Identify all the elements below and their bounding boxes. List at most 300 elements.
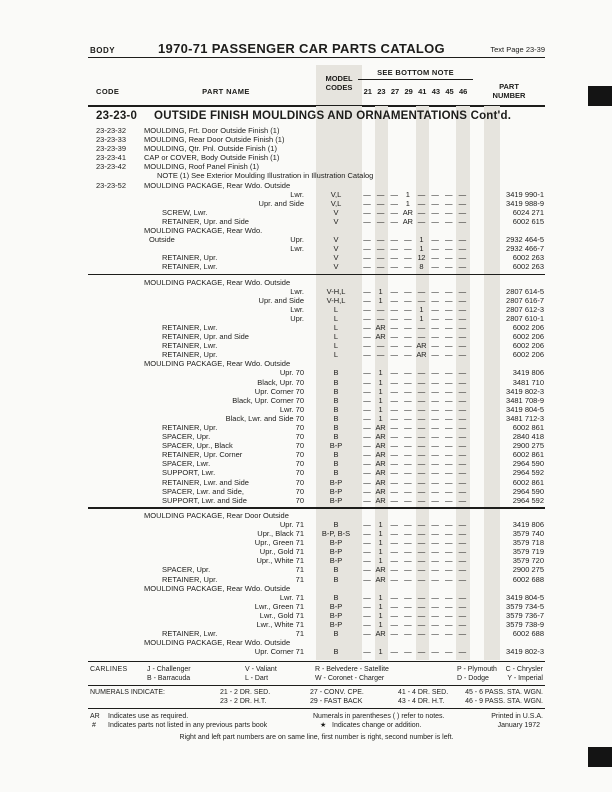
model-qty-cell: — bbox=[444, 286, 453, 296]
model-qty-cell: — bbox=[444, 235, 453, 245]
part-name-text bbox=[140, 520, 144, 529]
numeral-entry: 29 - FAST BACK bbox=[310, 697, 363, 705]
model-qty-cell: — bbox=[458, 538, 466, 548]
model-qty-cell: 1 bbox=[378, 592, 383, 602]
part-name-text: SPACER, Upr., Black bbox=[162, 441, 233, 451]
section-title: OUTSIDE FINISH MOULDINGS AND ORNAMENTATIONS Cont'd. bbox=[154, 109, 512, 122]
model-qty-cell: — bbox=[417, 574, 425, 584]
table-row bbox=[88, 547, 545, 556]
model-qty-cell: 1 bbox=[378, 295, 383, 305]
model-qty-cell: — bbox=[363, 386, 371, 396]
model-qty-cell: — bbox=[363, 304, 371, 314]
part-location-text: Lwr. bbox=[290, 286, 304, 296]
model-qty-cell: — bbox=[417, 432, 425, 442]
model-qty-cell: — bbox=[431, 286, 439, 296]
numerals-label: NUMERALS INDICATE: bbox=[90, 688, 165, 696]
model-qty-cell: — bbox=[444, 565, 453, 575]
table-row bbox=[88, 235, 545, 244]
model-qty-cell: — bbox=[404, 647, 412, 657]
part-name-cell bbox=[140, 341, 312, 350]
model-qty-cell: — bbox=[390, 441, 398, 451]
model-qty-cell: 1 bbox=[378, 538, 383, 548]
model-codes-cell: B-P, B-S bbox=[321, 529, 351, 539]
part-name-cell bbox=[140, 226, 312, 235]
model-qty-cell: — bbox=[390, 216, 398, 226]
model-codes-cell: V-H,L bbox=[326, 286, 346, 296]
thumb-index-mark-top bbox=[588, 86, 612, 106]
part-location-text: Lwr. bbox=[290, 304, 304, 314]
numeral-entry: 21 - 2 DR. SED. bbox=[220, 688, 271, 696]
model-qty-cell: — bbox=[431, 253, 439, 263]
model-qty-cell: AR bbox=[375, 495, 386, 505]
model-qty-cell: — bbox=[458, 477, 466, 487]
carline-entry: C - Chrysler bbox=[505, 665, 543, 673]
model-qty-cell: — bbox=[363, 538, 371, 548]
hash-note-label: # bbox=[92, 722, 96, 729]
model-qty-cell: 1 bbox=[378, 377, 383, 387]
model-qty-cell: AR bbox=[375, 441, 386, 451]
model-qty-cell: — bbox=[404, 432, 412, 442]
model-qty-cell: — bbox=[363, 377, 371, 387]
part-name-text bbox=[140, 602, 144, 611]
model-qty-cell: — bbox=[363, 565, 371, 575]
model-qty-cell: — bbox=[458, 565, 466, 575]
carline-item bbox=[315, 665, 457, 683]
model-qty-cell: — bbox=[444, 441, 453, 451]
part-number-cell: 2964 592 bbox=[512, 468, 544, 478]
part-number-cell: 3579 736-7 bbox=[506, 610, 544, 620]
model-codes-cell: B-P bbox=[329, 441, 343, 451]
model-qty-cell: — bbox=[363, 413, 371, 423]
model-codes-cell: B bbox=[333, 629, 339, 639]
part-name-cell bbox=[140, 468, 312, 477]
part-number-cell: 3579 719 bbox=[512, 547, 544, 557]
part-name-text bbox=[140, 414, 144, 423]
model-qty-cell: — bbox=[431, 565, 439, 575]
numeral-entry: 43 - 4 DR. H.T. bbox=[398, 697, 445, 705]
model-qty-cell: — bbox=[458, 189, 466, 199]
part-name-text: SUPPORT, Lwr. bbox=[162, 468, 216, 478]
part-number-cell: 3579 738-9 bbox=[506, 619, 544, 629]
model-qty-cell: — bbox=[363, 432, 371, 442]
carline-entry: R - Belvedere - Satellite bbox=[315, 665, 389, 673]
part-name-text: RETAINER, Lwr. bbox=[162, 341, 218, 351]
model-qty-cell: — bbox=[444, 198, 453, 208]
carline-item bbox=[245, 665, 315, 683]
model-qty-cell: — bbox=[444, 601, 453, 611]
part-name-text bbox=[140, 611, 144, 620]
model-qty-cell: — bbox=[363, 198, 371, 208]
part-name-text: RETAINER, Lwr. and Side bbox=[162, 477, 249, 487]
model-qty-cell: — bbox=[417, 459, 425, 469]
model-codes-cell: B bbox=[333, 468, 339, 478]
table-row bbox=[88, 611, 545, 620]
part-name-text bbox=[140, 529, 144, 538]
numeral-entry: 23 - 2 DR. H.T. bbox=[220, 697, 267, 705]
model-codes-cell: B-P bbox=[329, 486, 343, 496]
model-codes-cell: L bbox=[333, 322, 339, 332]
part-name-text bbox=[140, 314, 144, 323]
table-row bbox=[88, 126, 545, 135]
model-qty-cell: — bbox=[404, 610, 412, 620]
model-qty-cell: — bbox=[404, 295, 412, 305]
model-codes-cell: V bbox=[333, 262, 339, 272]
model-qty-cell: — bbox=[390, 519, 398, 529]
model-qty-cell: 1 bbox=[378, 547, 383, 557]
model-qty-cell: — bbox=[363, 468, 371, 478]
part-name-cell bbox=[140, 190, 312, 199]
model-codes-cell: B bbox=[333, 368, 339, 378]
model-codes-cell: V bbox=[333, 244, 339, 254]
model-qty-cell: — bbox=[458, 592, 466, 602]
part-location-text: 70 bbox=[295, 423, 304, 432]
model-qty-cell: — bbox=[431, 495, 439, 505]
model-qty-cell: — bbox=[417, 377, 425, 387]
part-location-text: 70 bbox=[295, 441, 304, 451]
model-qty-cell: — bbox=[444, 556, 453, 566]
model-qty-cell: — bbox=[363, 423, 371, 432]
model-qty-cell: — bbox=[390, 286, 398, 296]
part-name-cell bbox=[140, 647, 312, 656]
model-qty-cell: — bbox=[390, 574, 398, 584]
model-codes-cell: B bbox=[333, 404, 339, 414]
numeral-item bbox=[220, 688, 310, 706]
model-column-41: 41 bbox=[418, 87, 427, 96]
masthead bbox=[88, 38, 545, 58]
part-name-text bbox=[140, 244, 144, 253]
model-codes-cell: B bbox=[333, 386, 339, 396]
model-qty-cell: — bbox=[404, 538, 412, 548]
part-name-text bbox=[140, 378, 144, 387]
model-qty-cell: — bbox=[444, 253, 453, 263]
model-qty-cell: — bbox=[390, 423, 398, 432]
model-qty-cell: — bbox=[458, 519, 466, 529]
numeral-entry: 46 - 9 PASS. STA. WGN. bbox=[465, 697, 543, 705]
table-row bbox=[88, 350, 545, 359]
model-qty-cell: — bbox=[431, 244, 439, 254]
model-qty-cell: — bbox=[444, 468, 453, 478]
part-location-text: 70 bbox=[295, 486, 304, 496]
model-qty-cell: — bbox=[431, 538, 439, 548]
model-column-46: 46 bbox=[459, 87, 468, 96]
part-number-cell: 3419 804-5 bbox=[506, 592, 544, 602]
part-location-text: 71 bbox=[295, 574, 304, 584]
model-codes-cell: B bbox=[333, 413, 339, 423]
table-row bbox=[88, 647, 545, 656]
table-row bbox=[88, 450, 545, 459]
model-qty-cell: — bbox=[417, 610, 425, 620]
table-row bbox=[88, 244, 545, 253]
model-qty-cell: — bbox=[404, 601, 412, 611]
table-row bbox=[88, 144, 545, 153]
model-qty-cell: — bbox=[404, 629, 412, 639]
model-qty-cell: — bbox=[363, 459, 371, 469]
model-qty-cell: — bbox=[458, 547, 466, 557]
part-name-cell bbox=[140, 432, 312, 441]
table-row bbox=[88, 565, 545, 574]
part-number-cell: 6002 263 bbox=[512, 262, 544, 272]
model-codes-cell: B-P bbox=[329, 477, 343, 487]
model-qty-cell: 1 bbox=[405, 198, 410, 208]
model-qty-cell: — bbox=[390, 244, 398, 254]
part-number-cell: 2964 590 bbox=[512, 459, 544, 469]
part-location-text: 70 bbox=[295, 477, 304, 487]
model-qty-cell: — bbox=[431, 341, 439, 351]
model-codes-cell: B-P bbox=[329, 610, 343, 620]
model-qty-cell: — bbox=[458, 368, 466, 378]
model-qty-cell: — bbox=[363, 313, 371, 323]
model-codes-cell: B-P bbox=[329, 601, 343, 611]
model-qty-cell: AR bbox=[375, 432, 386, 442]
model-qty-cell: — bbox=[390, 262, 398, 272]
part-location-text: Lwr., Green 71 bbox=[254, 601, 304, 611]
body-section-label: BODY bbox=[90, 46, 116, 55]
part-name-text bbox=[140, 405, 144, 414]
model-qty-cell: — bbox=[444, 350, 453, 360]
table-row bbox=[88, 629, 545, 638]
model-qty-cell: — bbox=[363, 556, 371, 566]
model-qty-cell: 1 bbox=[419, 235, 424, 245]
table-row bbox=[88, 575, 545, 584]
model-qty-cell: — bbox=[417, 565, 425, 575]
model-qty-cell: — bbox=[458, 468, 466, 478]
model-qty-cell: — bbox=[444, 341, 453, 351]
part-name-cell bbox=[140, 629, 312, 638]
part-number-cell: 3579 720 bbox=[512, 556, 544, 566]
model-qty-cell: — bbox=[431, 423, 439, 432]
model-qty-cell: — bbox=[458, 235, 466, 245]
model-qty-cell: — bbox=[444, 459, 453, 469]
model-qty-cell: — bbox=[444, 368, 453, 378]
model-qty-cell: — bbox=[417, 368, 425, 378]
model-qty-cell: — bbox=[404, 619, 412, 629]
part-name-cell bbox=[140, 620, 312, 629]
part-location-text: 70 bbox=[295, 495, 304, 505]
model-qty-cell: — bbox=[444, 404, 453, 414]
model-qty-cell: — bbox=[458, 459, 466, 469]
model-qty-cell: — bbox=[363, 404, 371, 414]
model-qty-cell: — bbox=[444, 495, 453, 505]
model-qty-cell: — bbox=[458, 486, 466, 496]
model-qty-cell: — bbox=[404, 529, 412, 539]
model-qty-cell: — bbox=[390, 538, 398, 548]
model-qty-cell: — bbox=[458, 495, 466, 505]
model-qty-cell: — bbox=[363, 477, 371, 487]
part-name-cell bbox=[140, 387, 312, 396]
model-qty-cell: — bbox=[376, 313, 385, 323]
table-row bbox=[88, 414, 545, 423]
part-name-cell bbox=[140, 305, 312, 314]
table-row bbox=[88, 359, 545, 368]
model-qty-cell: — bbox=[390, 189, 398, 199]
table-row bbox=[88, 405, 545, 414]
model-qty-cell: — bbox=[444, 574, 453, 584]
model-qty-cell: — bbox=[390, 477, 398, 487]
model-qty-cell: — bbox=[458, 286, 466, 296]
part-name-cell bbox=[140, 199, 312, 208]
model-qty-cell: — bbox=[444, 189, 453, 199]
table-row bbox=[88, 387, 545, 396]
part-name-column-header: PART NAME bbox=[202, 87, 250, 96]
model-qty-cell: — bbox=[363, 519, 371, 529]
model-qty-cell: — bbox=[363, 216, 371, 226]
model-qty-cell: — bbox=[363, 486, 371, 496]
model-codes-cell: B bbox=[333, 395, 339, 405]
model-qty-cell: — bbox=[444, 538, 453, 548]
model-qty-cell: — bbox=[404, 441, 412, 451]
part-name-text: MOULDING PACKAGE, Rear Wdo. bbox=[144, 226, 263, 236]
model-qty-cell: — bbox=[363, 441, 371, 451]
model-qty-cell: — bbox=[363, 244, 371, 254]
model-qty-cell: — bbox=[363, 450, 371, 460]
part-number-cell: 3419 802-3 bbox=[506, 386, 544, 396]
footer bbox=[88, 661, 545, 744]
part-name-text: SPACER, Upr. bbox=[162, 565, 211, 575]
part-name-text: MOULDING PACKAGE, Rear Wdo. Outside bbox=[144, 583, 291, 593]
model-qty-cell: — bbox=[431, 610, 439, 620]
part-name-text bbox=[140, 620, 144, 629]
model-qty-cell: — bbox=[404, 413, 412, 423]
model-qty-cell: — bbox=[431, 574, 439, 584]
model-qty-cell: — bbox=[376, 216, 385, 226]
model-qty-cell: — bbox=[417, 619, 425, 629]
part-location-text: Black, Upr. 70 bbox=[257, 377, 304, 387]
part-location-text: 70 bbox=[295, 450, 304, 460]
part-number-cell: 3419 804-5 bbox=[506, 404, 544, 414]
part-location-text: Upr., Green 71 bbox=[254, 538, 304, 548]
part-name-cell bbox=[140, 217, 312, 226]
model-qty-cell: — bbox=[431, 304, 439, 314]
carline-entry: P - Plymouth bbox=[457, 665, 497, 673]
part-name-cell bbox=[140, 135, 312, 144]
part-name-text bbox=[140, 199, 144, 208]
part-number-line2: NUMBER bbox=[492, 90, 526, 100]
model-qty-cell: — bbox=[376, 350, 385, 360]
model-qty-cell: — bbox=[444, 529, 453, 539]
model-qty-cell: — bbox=[458, 207, 466, 217]
part-name-text: RETAINER, Lwr. bbox=[162, 629, 218, 639]
model-qty-cell: — bbox=[417, 468, 425, 478]
see-bottom-note-rule bbox=[358, 79, 473, 80]
model-qty-cell: — bbox=[458, 432, 466, 442]
model-qty-cell: — bbox=[404, 574, 412, 584]
part-name-text bbox=[140, 593, 144, 602]
table-row bbox=[88, 332, 545, 341]
part-number-cell: 6002 206 bbox=[512, 332, 544, 342]
model-qty-cell: — bbox=[431, 207, 439, 217]
part-number-cell: 3419 802-3 bbox=[506, 647, 544, 657]
part-name-text bbox=[140, 396, 144, 405]
numeral-entry: 27 - CONV. CPE. bbox=[310, 688, 364, 696]
model-qty-cell: — bbox=[404, 565, 412, 575]
model-qty-cell: — bbox=[390, 207, 398, 217]
part-name-cell bbox=[140, 593, 312, 602]
model-qty-cell: — bbox=[431, 619, 439, 629]
model-qty-cell: — bbox=[404, 459, 412, 469]
model-qty-cell: — bbox=[458, 322, 466, 332]
part-location-text: 71 bbox=[295, 565, 304, 575]
model-qty-cell: — bbox=[390, 629, 398, 639]
model-codes-cell: V-H,L bbox=[326, 295, 346, 305]
model-qty-cell: — bbox=[363, 286, 371, 296]
table-row bbox=[88, 396, 545, 405]
part-number-cell: 2900 275 bbox=[512, 441, 544, 451]
star-icon: ★ bbox=[320, 722, 327, 729]
model-qty-cell: — bbox=[404, 468, 412, 478]
model-qty-cell: — bbox=[431, 529, 439, 539]
model-qty-cell: — bbox=[431, 395, 439, 405]
model-qty-cell: — bbox=[404, 377, 412, 387]
model-qty-cell: 1 bbox=[378, 610, 383, 620]
table-row bbox=[88, 511, 545, 520]
part-name-text bbox=[140, 190, 144, 199]
table-row bbox=[88, 538, 545, 547]
part-name-text: MOULDING PACKAGE, Rear Wdo. Outside bbox=[144, 638, 291, 648]
model-qty-cell: — bbox=[390, 332, 398, 342]
table-row bbox=[88, 296, 545, 305]
model-qty-cell: 1 bbox=[378, 413, 383, 423]
model-qty-cell: AR bbox=[375, 477, 386, 487]
model-qty-cell: — bbox=[390, 198, 398, 208]
part-number-cell: 3481 708-9 bbox=[506, 395, 544, 405]
model-qty-cell: — bbox=[404, 547, 412, 557]
model-codes-cell: V,L bbox=[330, 189, 342, 199]
model-qty-cell: 8 bbox=[419, 262, 424, 272]
model-qty-cell: — bbox=[417, 423, 425, 432]
part-name-cell bbox=[140, 478, 312, 487]
model-qty-cell: AR bbox=[375, 322, 386, 332]
model-qty-cell: — bbox=[431, 629, 439, 639]
numeral-entry: 45 - 6 PASS. STA. WGN. bbox=[465, 688, 543, 696]
part-name-cell bbox=[140, 359, 312, 368]
model-qty-cell: — bbox=[376, 341, 385, 351]
model-qty-cell: — bbox=[444, 519, 453, 529]
part-name-cell bbox=[140, 414, 312, 423]
column-header bbox=[88, 61, 545, 107]
part-name-text bbox=[140, 387, 144, 396]
model-qty-cell: — bbox=[431, 235, 439, 245]
model-qty-cell: — bbox=[458, 601, 466, 611]
model-qty-cell: AR bbox=[416, 341, 427, 351]
model-qty-cell: — bbox=[390, 313, 398, 323]
part-name-cell bbox=[140, 171, 374, 181]
model-qty-cell: — bbox=[417, 647, 425, 657]
model-qty-cell: 1 bbox=[378, 647, 383, 657]
part-name-text bbox=[140, 547, 144, 556]
model-qty-cell: — bbox=[458, 350, 466, 360]
part-name-text bbox=[140, 305, 144, 314]
part-location-text: Lwr. bbox=[290, 189, 304, 199]
table-row bbox=[88, 162, 545, 171]
print-date-label: January 1972 bbox=[497, 722, 540, 729]
model-qty-cell: — bbox=[417, 450, 425, 460]
part-name-text: RETAINER, Upr. bbox=[162, 574, 218, 584]
model-qty-cell: — bbox=[390, 413, 398, 423]
model-number-columns bbox=[361, 87, 470, 96]
model-qty-cell: — bbox=[390, 386, 398, 396]
part-name-text: SPACER, Lwr. and Side, bbox=[162, 486, 244, 496]
part-name-text: RETAINER, Lwr. bbox=[162, 322, 218, 332]
model-column-45: 45 bbox=[445, 87, 454, 96]
part-number-cell: 6002 861 bbox=[512, 450, 544, 460]
model-qty-cell: — bbox=[417, 322, 425, 332]
part-name-text bbox=[140, 296, 144, 305]
table-row bbox=[88, 314, 545, 323]
model-qty-cell: — bbox=[404, 235, 412, 245]
model-qty-cell: — bbox=[390, 468, 398, 478]
model-qty-cell: — bbox=[363, 262, 371, 272]
model-qty-cell: 1 bbox=[378, 529, 383, 539]
